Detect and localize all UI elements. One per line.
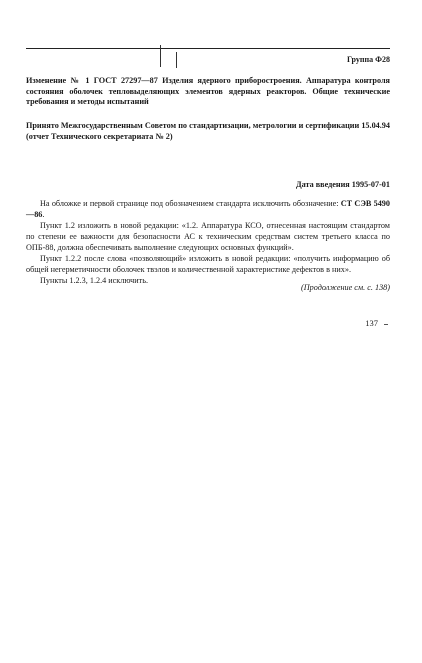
body-paragraph-2: Пункт 1.2 изложить в новой редакции: «1.2. Аппаратура КСО, отнесенная настоящим стандартом по степени ее важности для безопасности АС к техническим средствам систем третьего класса по ОПБ-88, должна обеспечивать выполнение следующих основных функций». bbox=[26, 221, 390, 252]
standard-code: СТ СЭВ 5490—86 bbox=[26, 199, 390, 219]
top-rule bbox=[26, 48, 390, 49]
amendment-body bbox=[26, 198, 390, 286]
continuation-note: (Продолжение см. с. 138) bbox=[301, 283, 390, 292]
group-label: Группа Ф28 bbox=[346, 55, 390, 64]
body-paragraph-3: Пункт 1.2.2 после слова «позволяющий» изложить в новой редакции: «получить информацию об общей негерметичности оболочек твэлов и количественной характеристике дефектов в них». bbox=[26, 254, 390, 274]
adoption-note: Принято Межгосударственным Советом по стандартизации, метрологии и сертификации 15.04.94 (отчет Технического секретариата № 2) bbox=[26, 121, 390, 141]
page-mark bbox=[384, 324, 388, 325]
p1-text: На обложке и первой странице под обозначением стандарта исключить обозначение: bbox=[40, 199, 341, 208]
p1-suffix: . bbox=[42, 210, 45, 219]
body-paragraph-4: Пункты 1.2.3, 1.2.4 исключить. bbox=[40, 276, 149, 285]
margin-mark bbox=[176, 52, 177, 68]
margin-mark bbox=[160, 45, 161, 67]
amendment-title: Изменение № 1 ГОСТ 27297—87 Изделия ядерного приборостроения. Аппаратура контроля состояния оболочек тепловыделяющих элементов ядерных реакторов. Общие технические требования и методы испытаний bbox=[26, 76, 390, 107]
body-paragraph-1 bbox=[26, 198, 390, 220]
page-number: 137 bbox=[365, 318, 378, 328]
effective-date: Дата введения 1995-07-01 bbox=[295, 180, 390, 189]
